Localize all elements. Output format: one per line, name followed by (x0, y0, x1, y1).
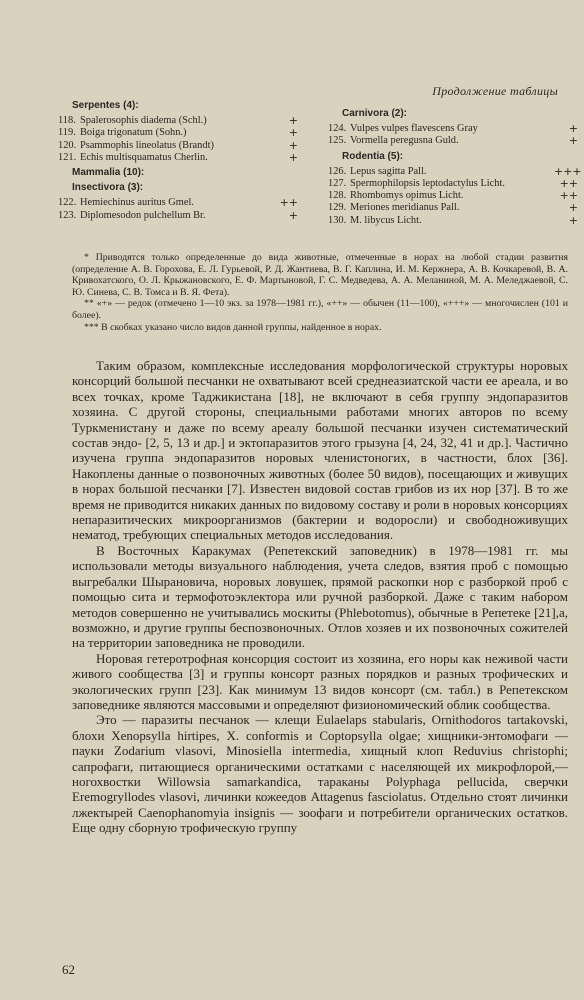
table-row (328, 190, 578, 202)
paragraph: В Восточных Каракумах (Репетекский заповедник) в 1978—1981 гг. мы использовали методы визуального наблюдения, учета следов, взятия проб с помощью выгребалки Шырановича, норовых ловушек, прямой раскопки нор с разборкой проб с помощью сита и термофотоэклектора или ручной разборкой. Даже с таким набором методов совершенно не учитывались москиты (Phlebotomus), обычные в Репетеке [21],а, возможно, и другие группы беспозвоночных. Отлов хозяев и их позвоночных сожителей на территории заповедника не проводили. (72, 542, 568, 651)
abundance-mark: + (288, 114, 298, 128)
species-name: Diplomesodon pulchellum Br. (80, 209, 206, 221)
table-row (328, 202, 578, 214)
group-heading: Rodentia (5): (342, 150, 404, 162)
table-left-column (58, 100, 298, 222)
row-number: 123. (58, 209, 77, 221)
group-heading: Insectivora (3): (72, 182, 144, 194)
abundance-mark: +++ (554, 164, 582, 178)
species-name: Vulpes vulpes flavescens Gray (350, 123, 478, 135)
abundance-mark: + (288, 138, 298, 152)
species-name: Echis multisquamatus Cherlin. (80, 151, 208, 163)
row-number: 126. (328, 165, 347, 177)
abundance-mark: + (568, 122, 578, 136)
group-heading: Serpentes (4): (72, 100, 139, 111)
abundance-mark: + (568, 213, 578, 227)
species-name: M. libycus Licht. (350, 214, 422, 226)
main-text (72, 358, 568, 836)
species-name: Hemiechinus auritus Gmel. (80, 197, 194, 209)
paragraph: Это — паразиты песчанок — клещи Eulaelaps stabularis, Ornithodoros tartakovski, блохи Xenopsylla hirtipes, X. conformis и Coptopsylla olgae; хищники-энтомофаги — пауки Zodarium vlasovi, Minosiella intermedia, хищный клоп Reduvius christophi; сапрофаги, питающиеся органическими остатками с населяющей их микрофлорой,— ногохвостки Willowsia samarkandica, тараканы Polyphaga pellucida, сверчки Eremogryllodes vlasovi, личинки кожеедов Attagenus fasciolatus. Отдельно стоят личинки лжектырей Caenophanomyia insignis — зоофаги и потребители органических остатков. Еще одну сборную трофическую группу (72, 712, 568, 836)
table-row (328, 135, 578, 147)
table-right-column (328, 108, 582, 227)
abundance-mark: ++ (559, 189, 578, 203)
row-number: 119. (58, 127, 76, 139)
table-row (328, 178, 578, 190)
species-name: Psammophis lineolatus (Brandt) (80, 139, 214, 151)
row-number: 128. (328, 190, 347, 202)
table-row (58, 127, 298, 139)
species-name: Boiga trigonatum (Sohn.) (80, 127, 187, 139)
table-row (58, 140, 298, 152)
abundance-mark: + (288, 126, 298, 140)
row-number: 122. (58, 197, 77, 209)
species-name: Meriones meridianus Pall. (350, 202, 460, 214)
species-name: Rhombomys opimus Licht. (350, 190, 464, 202)
species-name: Spalerosophis diadema (Schl.) (80, 115, 207, 127)
table-row (58, 115, 298, 127)
row-number: 130. (328, 214, 347, 226)
row-number: 125. (328, 135, 347, 147)
abundance-mark: + (568, 134, 578, 148)
continuation-header: Продолжение таблицы (432, 84, 558, 98)
group-heading: Carnivora (2): (342, 108, 408, 119)
footnote: ** «+» — редок (отмечено 1—10 экз. за 1978—1981 гг.), «++» — обычен (11—100), «+++» — многочислен (101 и более). (72, 298, 568, 321)
abundance-mark: ++ (559, 177, 578, 191)
table-row (328, 164, 582, 178)
abundance-mark: + (288, 208, 298, 222)
table-footnotes (72, 252, 568, 333)
species-name: Lepus sagitta Pall. (350, 165, 427, 177)
row-number: 127. (328, 178, 347, 190)
table-row (328, 215, 578, 227)
table-row (58, 210, 298, 222)
row-number: 118. (58, 115, 76, 127)
species-name: Spermophilopsis leptodactylus Licht. (350, 178, 505, 190)
abundance-mark: + (568, 201, 578, 215)
page-number: 62 (62, 962, 75, 977)
row-number: 120. (58, 139, 77, 151)
table-row (58, 152, 298, 164)
abundance-mark: + (288, 150, 298, 164)
footnote: *** В скобках указано число видов данной группы, найденное в норах. (84, 321, 382, 333)
paragraph: Норовая гетеротрофная консорция состоит из хозяина, его норы как неживой части живого сообщества [3] и группы консорт разных порядков и разных трофических и экологических групп [23]. Как минимум 13 видов консорт (см. табл.) в Репетекском заповеднике являются массовыми и определяют физиономический облик сообщества. (72, 650, 568, 712)
row-number: 121. (58, 151, 77, 163)
table-row (58, 197, 298, 209)
abundance-mark: ++ (279, 196, 298, 210)
species-name: Vormella peregusna Guld. (350, 135, 459, 147)
paragraph: Таким образом, комплексные исследования морфологической структуры норовых консорций большой песчанки не охватывают всей среднеазиатской части ее ареала, и во всех точках, кроме Таджикистана [18], не включают в себя группу эндопаразитов хозяина. С другой стороны, специальными работами многих авторов по всему Туркменистану и даже по всему ареалу большой песчанки изучен систематический состав эндо- [2, 5, 13 и др.] и эктопаразитов этого грызуна [4, 24, 32, 41 и др.]. Частично изучена группа эндопаразитов норовых членистоногих, в частности, блох [36]. Накоплены данные о позвоночных животных (более 50 видов), посещающих и живущих в норах большой песчанки [7]. Известен видовой состав грибов из их нор [37]. В то же время не приводится никаких данных по видовому составу и роли в норовых консорциях непаразитических микроорганизмов (бактерии и водоросли) и свободноживущих нематод, требующих специальных методов исследования. (72, 358, 568, 543)
footnote: * Приводятся только определенные до вида животные, отмеченные в норах на любой стадии развития (определение А. В. Горохова, Е. Л. Гурьевой, Р. Д. Жантиева, В. Г. Каплина, И. М. Кержнера, А. В. Кочкаревой, В. А. Кривохатского, О. Л. Крыжановского, Е. Ф. Мартыновой, Г. С. Медведева, А. А. Меланиной, М. А. Меледжаевой, С. Ю. Синева, С. В. Томса и В. Я. Фета). (72, 252, 568, 298)
row-number: 129. (328, 202, 347, 214)
table-row (328, 123, 578, 135)
row-number: 124. (328, 123, 347, 135)
group-heading: Mammalia (10): (72, 167, 145, 179)
